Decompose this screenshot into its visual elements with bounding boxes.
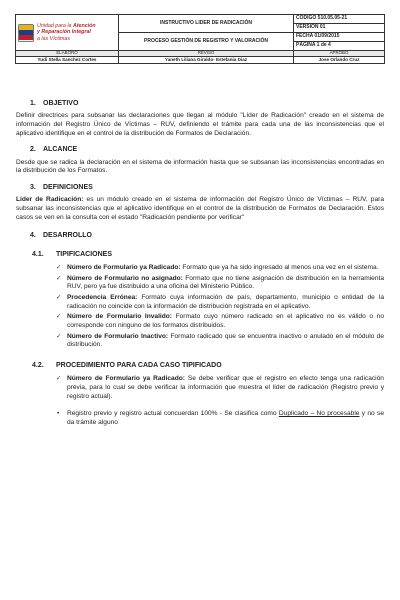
name-reviso: Yaneth Liliana Giraldo- Estefania Diaz	[119, 57, 294, 64]
checkmark-icon: ✓	[56, 313, 62, 321]
subsection-heading-tipificaciones: 4.1. TIPIFICACIONES	[32, 250, 113, 258]
document-date: FECHA 01/09/2015	[294, 33, 385, 42]
name-aprobo: Jose Orlando Cruz	[294, 57, 385, 64]
checkmark-icon: ✓	[56, 293, 62, 301]
logo-cell	[16, 15, 119, 51]
process-title: PROCESO GESTIÓN DE REGISTRO Y VALORACIÓN	[119, 33, 294, 51]
procedimiento-bullets	[56, 410, 384, 427]
role-reviso: REVISÓ	[119, 51, 294, 57]
document-title: INSTRUCTIVO LIDER DE RADICACIÓN	[119, 15, 294, 33]
name-elaboro: Yudi Stella Sanchez Cortes	[16, 57, 119, 64]
list-item: • Registro previo y registro actual concuerdan 100% - Se clasifica como Duplicado – No procesable y no se da trámite alguno	[57, 410, 384, 427]
definiciones-text: Líder de Radicación: es un módulo creado en el sistema de información del Registro Único de Víctimas – RUV, para subsanar las inconsistencias que el aplicativo identifique en el control de la distribución de Formatos de Declaración. Estos casos se ven en la consulta con el estado "Radicación pendiente por verificar"	[16, 196, 384, 221]
subsection-heading-procedimiento: 4.2. PROCEDIMIENTO PARA CADA CASO TIPIFICADO	[32, 362, 222, 370]
page-number: PÁGINA 1 de 4	[294, 42, 385, 51]
colombia-seal-icon	[18, 24, 34, 42]
section-heading-desarrollo: 4. DESARROLLO	[30, 232, 92, 240]
checkmark-icon: ✓	[56, 263, 62, 271]
duplicado-term: Duplicado – No procesable	[278, 410, 360, 418]
role-elaboro: ELABORÓ	[16, 51, 119, 57]
list-item: ✓ Procedencia Errónea: Formato cuya información de país, departamento, municipio o entidad de la radicación no coincide con la información de distribución registrada en el aplicativo.	[56, 293, 384, 310]
procedimiento-list	[56, 375, 384, 401]
list-item: ✓ Número de Formulario ya Radicado: Formato que ya ha sido ingresado al menos una vez en el sistema.	[56, 263, 379, 271]
document-header	[15, 14, 385, 64]
document-code: CÓDIGO 510.05.05-21	[294, 15, 385, 24]
list-item: ✓ Número de Formulario no asignado: Formato que no tiene asignación de distribución en la herramienta RUV, pero ya fue distribuido a una oficina del Ministerio Público.	[56, 274, 384, 291]
checkmark-icon: ✓	[56, 332, 62, 340]
document-version: VERSIÓN 01	[294, 24, 385, 33]
list-item: ✓ Número de Formulario ya Radicado: Se debe verificar que el registro en efecto tenga una radicación previa, para lo cual se debe verificar la información que muestra el líder de radicación (Registro previo y registro actual).	[56, 375, 384, 400]
checkmark-icon: ✓	[56, 274, 62, 282]
bullet-icon: •	[57, 410, 60, 418]
checkmark-icon: ✓	[56, 375, 62, 383]
unidad-victimas-logo	[18, 18, 116, 48]
section-heading-alcance: 2. ALCANCE	[30, 146, 78, 154]
section-heading-objetivo: 1. OBJETIVO	[30, 100, 79, 107]
alcance-text: Desde que se radica la declaración en el sistema de información hasta que se subsanan las inconsistencias encontradas en la distribución de los Formatos.	[16, 158, 384, 175]
tipificaciones-list	[56, 264, 384, 350]
document-body	[16, 92, 384, 428]
role-aprobo: APROBÓ	[294, 51, 385, 57]
section-heading-definiciones: 3. DEFINICIONES	[30, 183, 93, 191]
list-item: ✓ Número de Formulario Invalido: Formato cuyo número radicado en el aplicativo no es válido o no corresponde con ninguno de los formatos distribuidos.	[56, 313, 384, 330]
list-item: ✓ Número de Formulario Inactivo: Formato radicado que se encuentra inactivo o anulado en el módulo de distribución.	[56, 332, 384, 349]
objetivo-text: Definir directrices para subsanar las declaraciones que llegan al módulo "Líder de Radicación" creado en el sistema de información del Registro Único de Víctimas – RUV, definiendo el trámite para cada una de las inconsistencias que el aplicativo identifique en el control de la distribución de Formatos de Declaración.	[16, 112, 384, 137]
logo-text: Unidad para la Atención y Reparación Integral a las Víctimas	[37, 23, 96, 42]
